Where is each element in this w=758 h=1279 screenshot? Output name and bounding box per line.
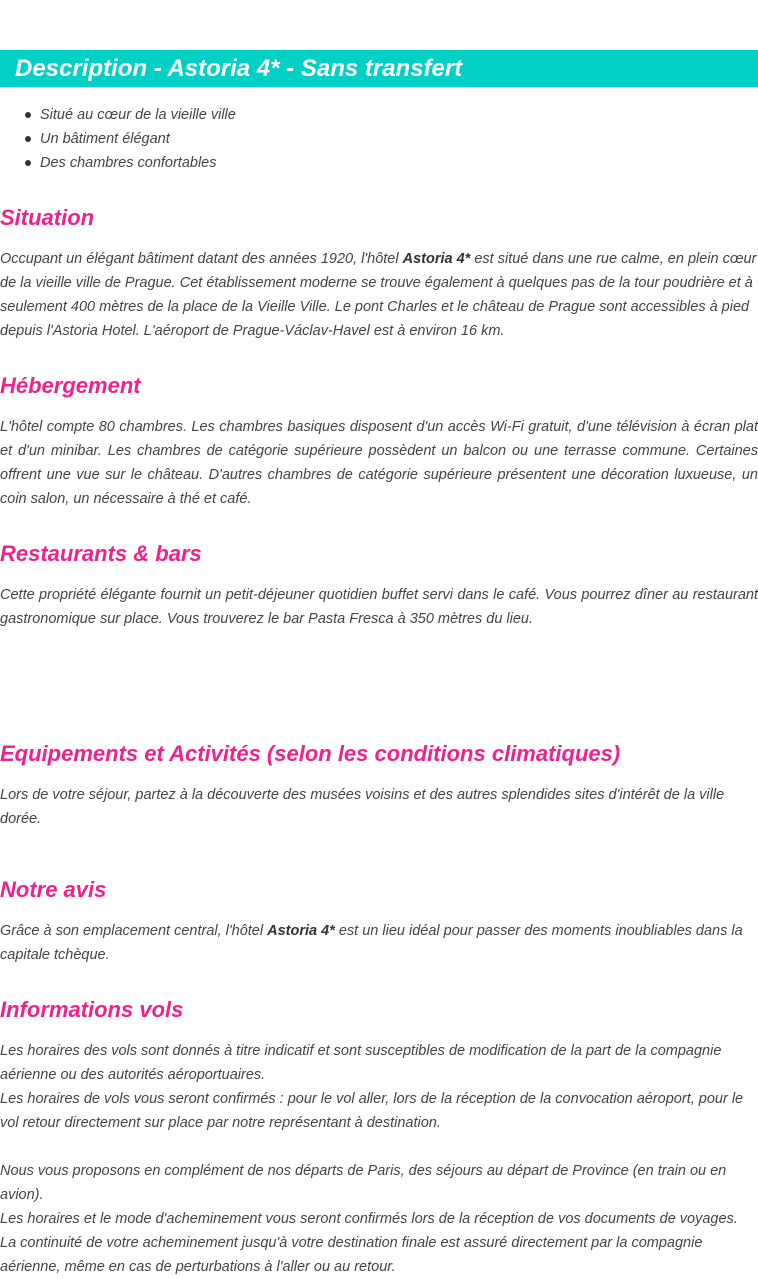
vols-line: Les horaires des vols sont donnés à titre indicatif et sont susceptibles de modification de la part de la compagnie aérienne ou des autorités aéroportuaires.	[0, 1043, 722, 1083]
equipements-text: Lors de votre séjour, partez à la découverte des musées voisins et des autres splendides sites d'intérêt de la ville dorée.	[0, 787, 725, 827]
equipements-heading: Equipements et Activités (selon les conditions climatiques)	[0, 741, 621, 766]
avis-heading: Notre avis	[0, 877, 107, 902]
vols-line: La continuité de votre acheminement jusqu'à votre destination finale est assuré directement par la compagnie aérienne, même en cas de perturbations à l'aller ou au retour.	[0, 1235, 703, 1275]
restaurants-text: Cette propriété élégante fournit un petit-déjeuner quotidien buffet servi dans le café. Vous pourrez dîner au restaurant gastronomique sur place. Vous trouverez le bar Pasta Fresca à 350 mètres du lieu.	[0, 587, 758, 627]
vols-line: Nous vous proposons en complément de nos départs de Paris, des séjours au départ de Province (en train ou en avion).	[0, 1163, 727, 1203]
vols-text	[0, 1039, 758, 1279]
restaurants-heading: Restaurants & bars	[0, 541, 202, 566]
hebergement-heading: Hébergement	[0, 373, 141, 398]
vols-line: Les horaires de vols vous seront confirmés : pour le vol aller, lors de la réception de la convocation aéroport, pour le vol retour directement sur place par notre représentant à destination.	[0, 1091, 744, 1131]
highlight-item: Un bâtiment élégant	[0, 127, 236, 151]
description-banner	[0, 50, 758, 87]
situation-heading: Situation	[0, 205, 95, 230]
vols-heading: Informations vols	[0, 997, 184, 1022]
highlight-item: Situé au cœur de la vieille ville	[0, 103, 236, 127]
vols-line: Les horaires et le mode d'acheminement vous seront confirmés lors de la réception de vos documents de voyages.	[0, 1211, 738, 1227]
avis-text: Grâce à son emplacement central, l'hôtel Astoria 4* est un lieu idéal pour passer des moments inoubliables dans la capitale tchèque.	[0, 923, 743, 963]
hebergement-text: L'hôtel compte 80 chambres. Les chambres basiques disposent d'un accès Wi-Fi gratuit, d'une télévision à écran plat et d'un minibar. Les chambres de catégorie supérieure possèdent un balcon ou une terrasse commune. Certaines offrent une vue sur le château. D'autres chambres de catégorie supérieure présentent une décoration luxueuse, un coin salon, un nécessaire à thé et café.	[0, 419, 758, 507]
hotel-name: Astoria 4*	[402, 251, 471, 267]
highlights-list	[0, 103, 236, 175]
hotel-name: Astoria 4*	[267, 923, 335, 939]
highlight-item: Des chambres confortables	[0, 151, 236, 175]
description-title: Description - Astoria 4* - Sans transfert	[15, 55, 463, 82]
situation-text: Occupant un élégant bâtiment datant des années 1920, l'hôtel Astoria 4* est situé dans une rue calme, en plein cœur de la vieille ville de Prague. Cet établissement moderne se trouve également à quelques pas de la tour poudrière et à seulement 400 mètres de la place de la Vieille Ville. Le pont Charles et le château de Prague sont accessibles à pied depuis l'Astoria Hotel. L'aéroport de Prague-Václav-Havel est à environ 16 km.	[0, 251, 757, 339]
